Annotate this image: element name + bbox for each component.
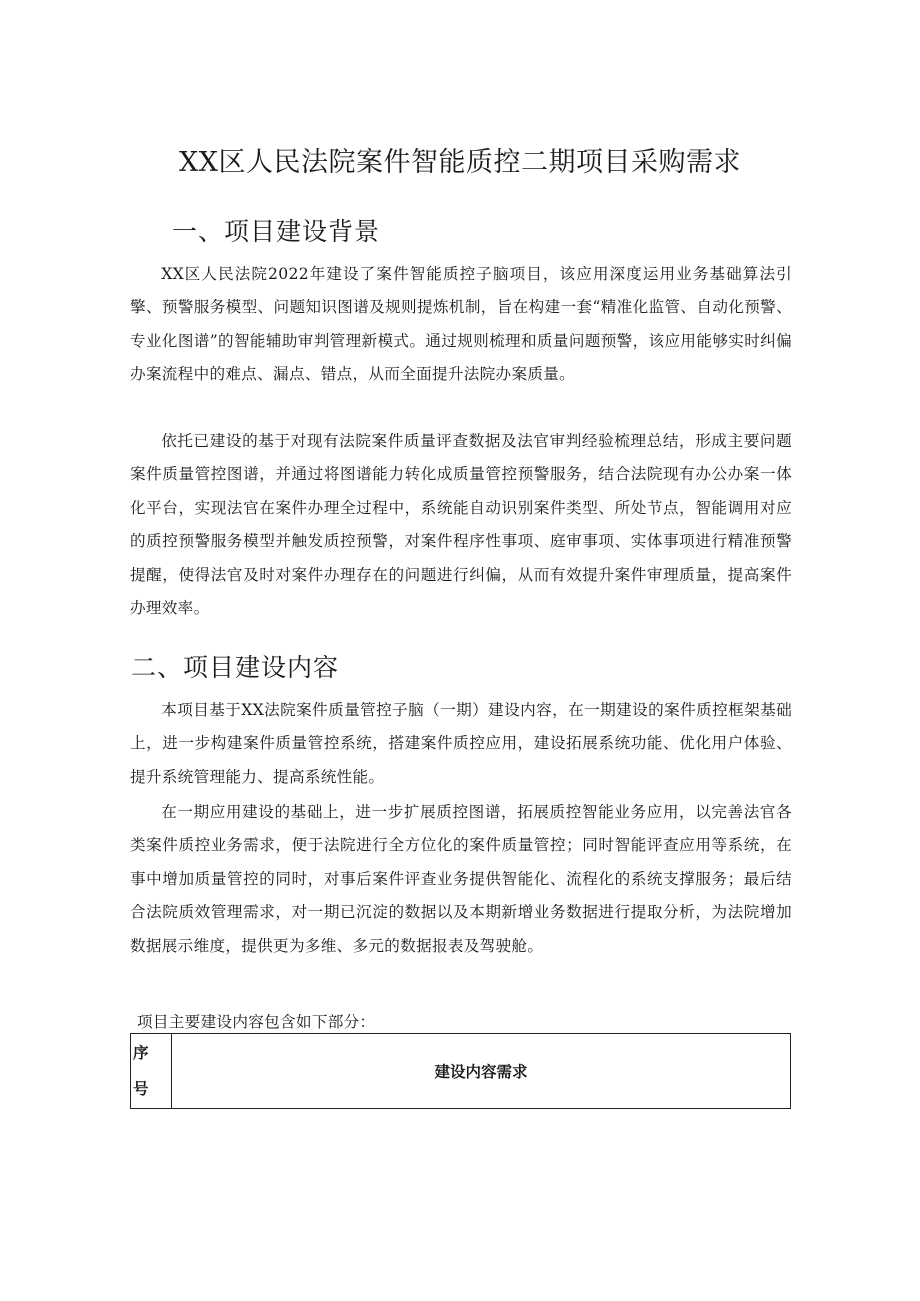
table-header-row (131, 1034, 791, 1109)
paragraph-background-2: 依托已建设的基于对现有法院案件质量评查数据及法官审判经验梳理总结，形成主要问题案件质量管控图谱，并通过将图谱能力转化成质量管控预警服务，结合法院现有办公办案一体化平台，实现法官在案件办理全过程中，系统能自动识别案件类型、所处节点，智能调用对应的质控预警服务模型并触发质控预警，对案件程序性事项、庭审事项、实体事项进行精准预警提醒，使得法官及时对案件办理存在的问题进行纠偏，从而有效提升案件审理质量，提高案件办理效率。 (130, 432, 792, 618)
header-seq-line1: 序 (133, 1044, 149, 1062)
paragraph-content-1: 本项目基于XX法院案件质量管控子脑（一期）建设内容，在一期建设的案件质控框架基础上，进一步构建案件质量管控系统，搭建案件质控应用，建设拓展系统功能、优化用户体验、提升系统管理能力、提高系统性能。 (130, 701, 792, 786)
paragraph-background-1: XX区人民法院2022年建设了案件智能质控子脑项目，该应用深度运用业务基础算法引擎、预警服务模型、问题知识图谱及规则提炼机制，旨在构建一套“精准化监管、自动化预警、专业化图谱”的智能辅助审判管理新模式。通过规则梳理和质量问题预警，该应用能够实时纠偏办案流程中的难点、漏点、错点，从而全面提升法院办案质量。 (130, 265, 792, 384)
header-seq-line2: 号 (133, 1080, 149, 1098)
section-heading-content: 二、项目建设内容 (131, 653, 340, 682)
paragraph-content-2: 在一期应用建设的基础上，进一步扩展质控图谱，拓展质控智能业务应用，以完善法官各类案件质控业务需求，便于法院进行全方位化的案件质量管控；同时智能评查应用等系统，在事中增加质量管控的同时，对事后案件评查业务提供智能化、流程化的系统支撑服务；最后结合法院质效管理需求，对一期已沉淀的数据以及本期新增业务数据进行提取分析，为法院增加数据展示维度，提供更为多维、多元的数据报表及驾驶舱。 (130, 803, 792, 955)
section-heading-background: 一、项目建设背景 (172, 217, 381, 246)
page-title: XX区人民法院案件智能质控二期项目采购需求 (179, 147, 741, 178)
header-seq-number (131, 1034, 172, 1109)
table-caption: 项目主要建设内容包含如下部分： (137, 1013, 376, 1031)
header-requirement: 建设内容需求 (172, 1034, 791, 1109)
construction-content-table (130, 1033, 791, 1109)
